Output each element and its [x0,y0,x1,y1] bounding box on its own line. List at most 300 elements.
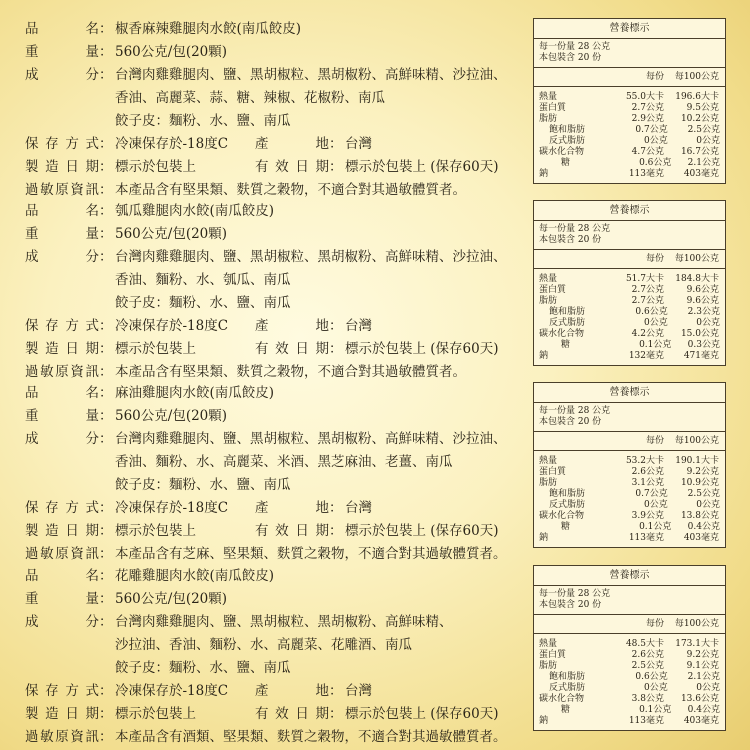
mfg-value: 標示於包裝上 [115,523,196,539]
per-serving-value: 0.7公克 [635,489,668,499]
product-name: 椒香麻辣雞腿肉水餃(南瓜餃皮) [115,21,302,37]
nutrient-name: 飽和脂肪 [549,307,586,317]
per-serving-value: 48.5大卡 [625,639,664,649]
serving-info [534,39,725,68]
label-mfg: 製造日期 [25,706,99,722]
per-100g-value: 9.1公克 [686,661,719,671]
storage-row [25,497,525,520]
label-storage: 保存方式 [25,500,99,516]
per-100g-header: 每100公克 [674,436,719,446]
servings-per-pack: 本包裝含 20 份 [539,53,602,63]
label-storage: 保存方式 [25,318,99,334]
ingredients-line: 餃子皮：麵粉、水、鹽、南瓜 [115,113,291,129]
nutrition-row [539,103,720,114]
nutrient-name: 脂肪 [539,296,558,306]
nutrition-row [539,478,720,489]
colon: ： [99,706,113,722]
colon: ： [99,431,113,447]
per-serving-value: 0.6公克 [639,158,672,168]
per-serving-value: 55.0大卡 [625,92,664,102]
per-100g-value: 190.1大卡 [675,456,719,466]
per-serving-value: 3.8公克 [631,694,664,704]
per-100g-value: 0公克 [696,136,720,146]
servings-per-pack: 本包裝含 20 份 [539,235,602,245]
ingredients-row [25,428,525,451]
nutrient-name: 飽和脂肪 [549,672,586,682]
colon: ： [99,67,113,83]
colon: ： [99,683,113,699]
nutrition-row [539,169,720,180]
per-100g-value: 403毫克 [683,533,719,543]
nutrient-name: 蛋白質 [539,103,567,113]
serving-info [534,403,725,432]
per-serving-value: 0.7公克 [635,125,668,135]
allergen-row [25,726,525,749]
product-weight: 560公克/包(20顆) [115,408,228,424]
nutrient-name: 飽和脂肪 [549,489,586,499]
colon: ： [99,546,113,562]
per-serving-header: 每份 [645,436,664,446]
per-100g-value: 9.2公克 [686,650,719,660]
nutrition-table [533,565,726,731]
label-origin: 產地 [255,500,329,516]
per-100g-value: 15.0公克 [680,329,719,339]
date-row [25,156,525,179]
allergen-value: 本產品含有堅果類、麩質之穀物，不適合對其過敏體質者。 [115,182,466,198]
ingredients-row [25,292,525,315]
expiry-value: 標示於包裝上 (保存60天) [345,159,499,175]
ingredients-line: 餃子皮：麵粉、水、鹽、南瓜 [115,295,291,311]
nutrition-row [539,318,720,329]
nutrient-name: 脂肪 [539,661,558,671]
per-100g-value: 403毫克 [683,716,719,726]
per-serving-value: 2.5公克 [631,661,664,671]
allergen-row [25,179,525,202]
weight-row [25,405,525,428]
per-serving-header: 每份 [645,254,664,264]
storage-row [25,133,525,156]
label-weight: 重量 [25,226,99,242]
ingredients-line: 台灣肉雞雞腿肉、鹽、黑胡椒粒、黑胡椒粉、高鮮味精、沙拉油、 [115,67,507,83]
weight-row [25,223,525,246]
nutrient-name: 鈉 [539,351,549,361]
per-serving-value: 0公克 [644,136,668,146]
colon: ： [99,614,113,630]
nutrition-row [539,125,720,136]
ingredients-line: 香油、麵粉、水、瓠瓜、南瓜 [115,272,291,288]
label-origin: 產地 [255,136,329,152]
colon: ： [329,318,343,334]
ingredients-row [25,657,525,680]
date-row [25,338,525,361]
product-info [25,382,525,566]
label-ingredients: 成分 [25,249,99,265]
servings-per-pack: 本包裝含 20 份 [539,417,602,427]
date-row [25,703,525,726]
product-info [25,565,525,749]
ingredients-row [25,246,525,269]
weight-row [25,41,525,64]
label-allergen: 過敏原資訊 [25,546,99,562]
nutrient-name: 蛋白質 [539,650,567,660]
nutrient-name: 糖 [561,340,571,350]
nutrition-row [539,489,720,500]
nutrition-row [539,639,720,650]
nutrition-title: 營養標示 [534,201,725,221]
storage-value: 冷凍保存於-18度C [115,683,229,699]
product-name: 麻油雞腿肉水餃(南瓜餃皮) [115,385,275,401]
mfg-value: 標示於包裝上 [115,159,196,175]
nutrient-name: 碳水化合物 [539,329,585,339]
allergen-value: 本產品含有堅果類、麩質之穀物，不適合對其過敏體質者。 [115,364,466,380]
colon: ： [99,182,113,198]
nutrition-row [539,340,720,351]
ingredients-row [25,87,525,110]
nutrition-row [539,92,720,103]
origin-value: 台灣 [345,136,372,152]
nutrition-header [534,68,725,87]
nutrient-name: 熱量 [539,274,558,284]
per-100g-value: 471毫克 [683,351,719,361]
per-100g-value: 2.1公克 [687,158,720,168]
label-ingredients: 成分 [25,614,99,630]
per-serving-value: 0.6公克 [635,307,668,317]
allergen-row [25,543,525,566]
ingredients-row [25,110,525,133]
per-100g-value: 13.8公克 [680,511,719,521]
nutrition-row [539,650,720,661]
label-mfg: 製造日期 [25,159,99,175]
label-allergen: 過敏原資訊 [25,182,99,198]
product-name: 瓠瓜雞腿肉水餃(南瓜餃皮) [115,203,275,219]
label-name: 品名 [25,568,99,584]
per-100g-value: 2.1公克 [687,672,720,682]
per-serving-value: 3.1公克 [631,478,664,488]
per-serving-header: 每份 [645,619,664,629]
per-serving-value: 0公克 [644,500,668,510]
per-100g-value: 173.1大卡 [675,639,719,649]
per-100g-value: 9.6公克 [686,285,719,295]
per-100g-value: 13.6公克 [680,694,719,704]
nutrition-row [539,522,720,533]
label-storage: 保存方式 [25,683,99,699]
name-row [25,18,525,41]
per-serving-value: 4.7公克 [631,147,664,157]
colon: ： [329,706,343,722]
label-name: 品名 [25,385,99,401]
nutrition-table [533,18,726,184]
per-100g-value: 0.4公克 [687,522,720,532]
nutrition-row [539,147,720,158]
allergen-row [25,361,525,384]
per-100g-value: 0.4公克 [687,705,720,715]
nutrient-name: 反式脂肪 [549,318,586,328]
storage-value: 冷凍保存於-18度C [115,318,229,334]
expiry-value: 標示於包裝上 (保存60天) [345,706,499,722]
colon: ： [99,159,113,175]
ingredients-row [25,474,525,497]
per-100g-value: 0公克 [696,683,720,693]
colon: ： [99,226,113,242]
nutrition-table [533,200,726,366]
label-expiry: 有效日期 [255,523,329,539]
per-serving-value: 0.1公克 [639,522,672,532]
ingredients-line: 沙拉油、香油、麵粉、水、高麗菜、花雕酒、南瓜 [115,637,412,653]
nutrient-name: 糖 [561,522,571,532]
label-name: 品名 [25,203,99,219]
label-origin: 產地 [255,683,329,699]
per-100g-value: 9.6公克 [686,296,719,306]
expiry-value: 標示於包裝上 (保存60天) [345,523,499,539]
nutrition-row [539,500,720,511]
per-serving-value: 0.1公克 [639,705,672,715]
nutrition-table [533,382,726,548]
nutrition-row [539,114,720,125]
per-100g-value: 2.3公克 [687,307,720,317]
nutrition-header [534,432,725,451]
storage-value: 冷凍保存於-18度C [115,500,229,516]
origin-value: 台灣 [345,683,372,699]
nutrition-row [539,307,720,318]
label-weight: 重量 [25,408,99,424]
label-ingredients: 成分 [25,431,99,447]
nutrition-row [539,705,720,716]
ingredients-line: 台灣肉雞雞腿肉、鹽、黑胡椒粒、黑胡椒粉、高鮮味精、 [115,614,453,630]
mfg-value: 標示於包裝上 [115,706,196,722]
nutrition-row [539,158,720,169]
nutrition-header [534,250,725,269]
name-row [25,382,525,405]
colon: ： [99,318,113,334]
per-serving-value: 2.7公克 [631,103,664,113]
nutrition-row [539,285,720,296]
servings-per-pack: 本包裝含 20 份 [539,600,602,610]
nutrition-row [539,467,720,478]
ingredients-row [25,611,525,634]
label-name: 品名 [25,21,99,37]
storage-value: 冷凍保存於-18度C [115,136,229,152]
colon: ： [99,341,113,357]
colon: ： [99,729,113,745]
ingredients-row [25,451,525,474]
per-100g-value: 10.9公克 [680,478,719,488]
nutrient-name: 熱量 [539,639,558,649]
per-serving-value: 0.6公克 [635,672,668,682]
per-serving-header: 每份 [645,72,664,82]
colon: ： [329,159,343,175]
label-expiry: 有效日期 [255,706,329,722]
storage-row [25,680,525,703]
nutrient-name: 反式脂肪 [549,500,586,510]
per-serving-value: 3.9公克 [631,511,664,521]
colon: ： [329,341,343,357]
per-100g-value: 16.7公克 [680,147,719,157]
nutrition-row [539,456,720,467]
nutrition-row [539,136,720,147]
ingredients-line: 餃子皮：麵粉、水、鹽、南瓜 [115,477,291,493]
nutrition-title: 營養標示 [534,19,725,39]
nutrition-row [539,329,720,340]
nutrient-name: 飽和脂肪 [549,125,586,135]
per-serving-value: 2.9公克 [631,114,664,124]
label-mfg: 製造日期 [25,341,99,357]
per-serving-value: 2.7公克 [631,296,664,306]
per-100g-value: 9.5公克 [686,103,719,113]
per-100g-header: 每100公克 [674,72,719,82]
nutrient-name: 鈉 [539,716,549,726]
label-weight: 重量 [25,591,99,607]
name-row [25,565,525,588]
per-serving-value: 113毫克 [628,169,664,179]
colon: ： [99,44,113,60]
nutrition-title: 營養標示 [534,383,725,403]
colon: ： [99,568,113,584]
serving-info [534,586,725,615]
per-100g-header: 每100公克 [674,254,719,264]
nutrient-name: 糖 [561,705,571,715]
origin-value: 台灣 [345,318,372,334]
nutrition-header [534,615,725,634]
colon: ： [99,385,113,401]
per-100g-value: 184.8大卡 [675,274,719,284]
label-ingredients: 成分 [25,67,99,83]
ingredients-line: 香油、麵粉、水、高麗菜、米酒、黑芝麻油、老薑、南瓜 [115,454,453,470]
label-weight: 重量 [25,44,99,60]
colon: ： [99,21,113,37]
per-serving-value: 2.7公克 [631,285,664,295]
per-100g-value: 0公克 [696,500,720,510]
per-serving-value: 0公克 [644,318,668,328]
nutrient-name: 脂肪 [539,478,558,488]
nutrition-title: 營養標示 [534,566,725,586]
per-serving-value: 2.6公克 [631,467,664,477]
nutrient-name: 碳水化合物 [539,147,585,157]
nutrient-name: 糖 [561,158,571,168]
nutrient-name: 鈉 [539,169,549,179]
ingredients-line: 餃子皮：麵粉、水、鹽、南瓜 [115,660,291,676]
nutrition-row [539,296,720,307]
date-row [25,520,525,543]
colon: ： [99,136,113,152]
per-serving-value: 4.2公克 [631,329,664,339]
label-expiry: 有效日期 [255,159,329,175]
ingredients-row [25,64,525,87]
per-serving-value: 113毫克 [628,533,664,543]
product-weight: 560公克/包(20顆) [115,591,228,607]
nutrient-name: 脂肪 [539,114,558,124]
per-100g-header: 每100公克 [674,619,719,629]
nutrient-name: 蛋白質 [539,285,567,295]
product-weight: 560公克/包(20顆) [115,44,228,60]
per-100g-value: 2.5公克 [687,125,720,135]
product-info [25,200,525,384]
product-name: 花雕雞腿肉水餃(南瓜餃皮) [115,568,275,584]
nutrition-row [539,694,720,705]
ingredients-line: 台灣肉雞雞腿肉、鹽、黑胡椒粒、黑胡椒粉、高鮮味精、沙拉油、 [115,431,507,447]
nutrient-name: 熱量 [539,92,558,102]
colon: ： [99,523,113,539]
colon: ： [99,591,113,607]
per-100g-value: 10.2公克 [680,114,719,124]
name-row [25,200,525,223]
per-100g-value: 403毫克 [683,169,719,179]
per-100g-value: 196.6大卡 [675,92,719,102]
nutrient-name: 反式脂肪 [549,136,586,146]
nutrition-row [539,661,720,672]
label-origin: 產地 [255,318,329,334]
colon: ： [329,683,343,699]
colon: ： [99,500,113,516]
ingredients-line: 香油、高麗菜、蒜、糖、辣椒、花椒粉、南瓜 [115,90,385,106]
origin-value: 台灣 [345,500,372,516]
serving-size: 每一份量 28 公克 [539,224,611,234]
per-100g-value: 0.3公克 [687,340,720,350]
nutrient-name: 鈉 [539,533,549,543]
nutrient-name: 蛋白質 [539,467,567,477]
label-allergen: 過敏原資訊 [25,729,99,745]
nutrition-row [539,533,720,544]
serving-info [534,221,725,250]
per-serving-value: 0公克 [644,683,668,693]
allergen-value: 本產品含有酒類、堅果類、麩質之穀物，不適合對其過敏體質者。 [115,729,507,745]
nutrient-name: 熱量 [539,456,558,466]
per-100g-value: 0公克 [696,318,720,328]
ingredients-line: 台灣肉雞雞腿肉、鹽、黑胡椒粒、黑胡椒粉、高鮮味精、沙拉油、 [115,249,507,265]
nutrition-row [539,274,720,285]
serving-size: 每一份量 28 公克 [539,42,611,52]
colon: ： [329,500,343,516]
colon: ： [329,523,343,539]
colon: ： [329,136,343,152]
label-mfg: 製造日期 [25,523,99,539]
nutrition-row [539,683,720,694]
per-serving-value: 113毫克 [628,716,664,726]
per-serving-value: 132毫克 [628,351,664,361]
label-expiry: 有效日期 [255,341,329,357]
per-100g-value: 9.2公克 [686,467,719,477]
nutrition-row [539,672,720,683]
colon: ： [99,408,113,424]
per-serving-value: 2.6公克 [631,650,664,660]
colon: ： [99,249,113,265]
allergen-value: 本產品含有芝麻、堅果類、麩質之穀物，不適合對其過敏體質者。 [115,546,507,562]
nutrition-row [539,351,720,362]
mfg-value: 標示於包裝上 [115,341,196,357]
product-info [25,18,525,202]
nutrient-name: 碳水化合物 [539,511,585,521]
label-allergen: 過敏原資訊 [25,364,99,380]
storage-row [25,315,525,338]
weight-row [25,588,525,611]
nutrient-name: 碳水化合物 [539,694,585,704]
serving-size: 每一份量 28 公克 [539,589,611,599]
serving-size: 每一份量 28 公克 [539,406,611,416]
ingredients-row [25,634,525,657]
per-100g-value: 2.5公克 [687,489,720,499]
nutrient-name: 反式脂肪 [549,683,586,693]
per-serving-value: 51.7大卡 [625,274,664,284]
expiry-value: 標示於包裝上 (保存60天) [345,341,499,357]
per-serving-value: 53.2大卡 [625,456,664,466]
label-storage: 保存方式 [25,136,99,152]
nutrition-row [539,716,720,727]
nutrition-row [539,511,720,522]
colon: ： [99,203,113,219]
per-serving-value: 0.1公克 [639,340,672,350]
ingredients-row [25,269,525,292]
product-weight: 560公克/包(20顆) [115,226,228,242]
colon: ： [99,364,113,380]
